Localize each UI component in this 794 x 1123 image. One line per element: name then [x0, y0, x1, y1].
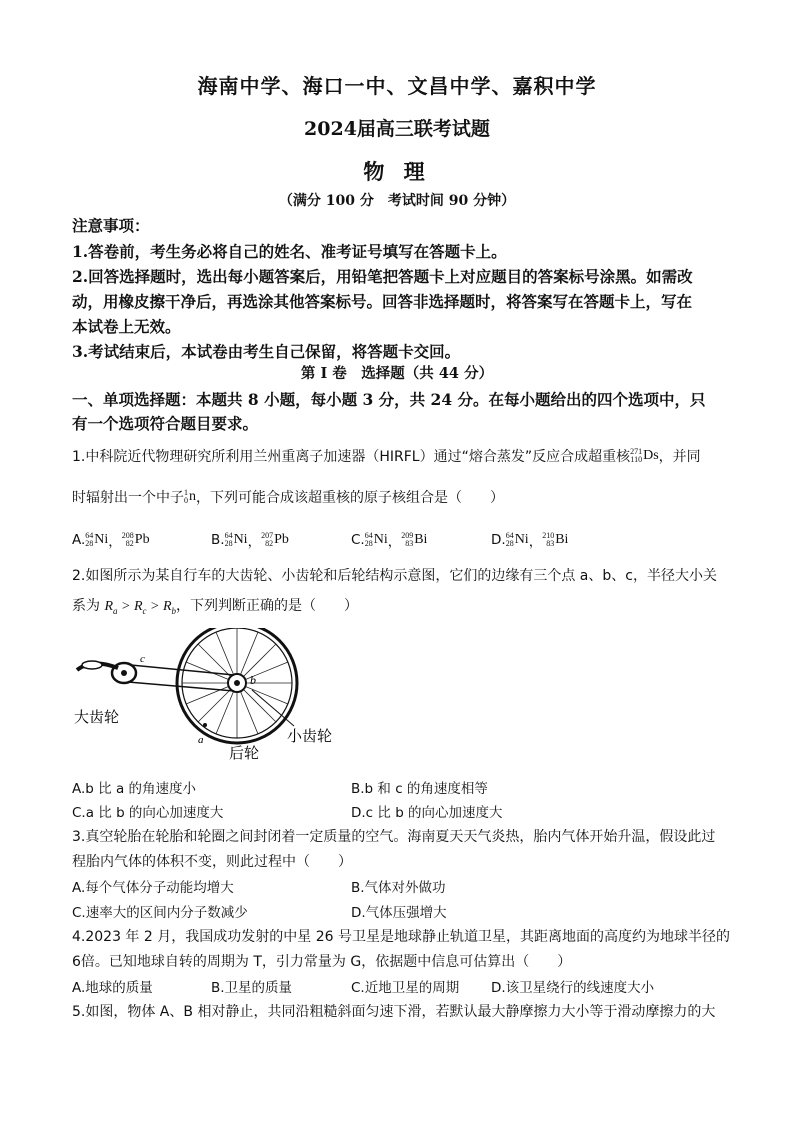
q1-option-d[interactable] — [491, 530, 568, 550]
note-2c: 本试卷上无效。 — [72, 317, 181, 336]
q2-option-d[interactable]: D.c 比 b 的向心加速度大 — [351, 805, 503, 821]
ds-symbol: Ds — [643, 448, 659, 463]
question-4-line-1: 4.2023 年 2 月，我国成功发射的中星 26 号卫星是地球静止轨道卫星，其距离地面的高度约为地球半径的 — [72, 929, 730, 945]
symbol: Ni — [373, 532, 388, 547]
separator: ， — [247, 534, 262, 550]
crank-axle — [121, 670, 127, 676]
q1-text-post: ，并同 — [658, 449, 701, 465]
q4-option-a[interactable]: A.地球的质量 — [72, 980, 153, 996]
symbol: Ni — [514, 532, 529, 547]
q1-text2-post: ，下列可能合成该超重核的原子核组合是（ ） — [196, 490, 504, 506]
part-heading-b: 有一个选项符合题目要求。 — [72, 414, 259, 433]
q4-option-d[interactable]: D.该卫星绕行的线速度大小 — [491, 980, 655, 996]
question-4-line-2: 6倍。已知地球自转的周期为 T，引力常量为 G，依据题中信息可估算出（ ） — [72, 954, 572, 970]
separator: ， — [108, 534, 122, 550]
nucleus — [365, 532, 388, 548]
mass: 208 — [121, 531, 134, 540]
q3-option-a[interactable]: A.每个气体分子动能均增大 — [72, 880, 234, 896]
symbol: Ni — [94, 532, 109, 547]
point-a-marker — [203, 723, 207, 727]
ds-mass: 271 — [630, 447, 643, 456]
option-label: A. — [72, 532, 86, 548]
charge: 28 — [224, 539, 233, 548]
nucleus — [506, 532, 529, 548]
q2-text-pre: 系为 — [72, 598, 105, 614]
mass: 64 — [224, 531, 233, 540]
part-heading-a: 一、单项选择题：本题共 8 小题，每小题 3 分，共 24 分。在每小题给出的四个选项中，只 — [72, 390, 706, 409]
pedal — [82, 661, 102, 669]
question-1-line-1 — [72, 446, 701, 466]
n-mass: 1 — [184, 488, 188, 497]
charge: 82 — [265, 539, 274, 548]
charge: 28 — [364, 539, 373, 548]
hub — [234, 680, 240, 686]
mass: 64 — [85, 531, 94, 540]
q4-option-c[interactable]: C.近地卫星的周期 — [351, 980, 460, 996]
q1-text2-pre: 时辐射出一个中子 — [72, 490, 184, 506]
symbol: Ni — [233, 532, 248, 547]
ds-charge: 110 — [630, 455, 643, 464]
separator: ， — [528, 534, 543, 550]
q3-option-c[interactable]: C.速率大的区间内分子数减少 — [72, 905, 248, 921]
option-label: B. — [211, 532, 225, 548]
symbol: Bi — [555, 532, 569, 547]
sub-c: c — [142, 605, 147, 616]
nucleus — [542, 532, 568, 548]
note-2a: 2.回答选择题时，选出每小题答案后，用铅笔把答题卡上对应题目的答案标号涂黑。如需改 — [72, 267, 693, 286]
mass: 210 — [542, 531, 555, 540]
section-title: 第 I 卷 选择题（共 44 分） — [300, 365, 494, 382]
question-2-line-1: 2.如图所示为某自行车的大齿轮、小齿轮和后轮结构示意图，它们的边缘有三个点 a、b、c，半径大小关 — [72, 568, 717, 584]
mass: 209 — [401, 531, 414, 540]
n-charge: 0 — [184, 496, 188, 505]
mass: 207 — [261, 531, 274, 540]
charge: 83 — [405, 539, 414, 548]
label-rear-wheel: 后轮 — [229, 744, 260, 762]
sub-b: b — [171, 605, 177, 616]
note-3: 3.考试结束后，本试卷由考生自己保留，将答题卡交回。 — [72, 342, 461, 361]
question-3-line-2: 程胎内气体的体积不变，则此过程中（ ） — [72, 854, 352, 870]
label-small-gear: 小齿轮 — [287, 727, 332, 745]
q2-option-a[interactable]: A.b 比 a 的角速度小 — [72, 781, 197, 797]
symbol: Bi — [414, 532, 428, 547]
point-b-label: b — [250, 673, 256, 687]
radius-relation: R — [104, 599, 114, 614]
nucleus — [261, 532, 289, 548]
charge: 82 — [125, 539, 134, 548]
q2-option-c[interactable]: C.a 比 b 的向心加速度大 — [72, 805, 224, 821]
point-a-label: a — [198, 734, 204, 746]
question-3-line-1: 3.真空轮胎在轮胎和轮圈之间封闭着一定质量的空气。海南夏天天气炎热，胎内气体开始升温，假设此过 — [72, 829, 716, 845]
q1-option-c[interactable] — [351, 530, 427, 550]
gt-2: > R — [146, 599, 172, 614]
charge: 28 — [505, 539, 514, 548]
mass: 64 — [505, 531, 514, 540]
q2-option-b[interactable]: B.b 和 c 的角速度相等 — [351, 781, 488, 797]
q1-option-b[interactable] — [211, 530, 289, 550]
question-2-line-2 — [72, 595, 358, 616]
nucleus — [85, 532, 108, 548]
charge: 83 — [546, 539, 555, 548]
n-symbol: n — [189, 489, 196, 504]
nucleus-ds — [630, 448, 659, 464]
option-label: D. — [491, 532, 506, 548]
symbol: Pb — [134, 532, 150, 547]
nucleus-neutron — [184, 489, 196, 505]
note-1: 1.答卷前，考生务必将自己的姓名、准考证号填写在答题卡上。 — [72, 242, 507, 261]
option-label: C. — [351, 532, 365, 548]
question-5-line-1: 5.如图，物体 A、B 相对静止，共同沿粗糙斜面匀速下滑，若默认最大静摩擦力大小等于滑动摩擦力的大 — [72, 1004, 716, 1020]
gt-1: > R — [117, 599, 143, 614]
nucleus — [401, 532, 427, 548]
note-2b: 动，用橡皮擦干净后，再选涂其他答案标号。回答非选择题时，将答案写在答题卡上，写在 — [72, 292, 693, 311]
notes-heading: 注意事项： — [72, 216, 150, 235]
bicycle-gear-figure — [72, 628, 332, 768]
q3-option-d[interactable]: D.气体压强增大 — [351, 905, 447, 921]
separator: ， — [387, 534, 402, 550]
nucleus — [225, 532, 248, 548]
q4-option-b[interactable]: B.卫星的质量 — [211, 980, 293, 996]
charge: 28 — [85, 539, 94, 548]
subject-title: 物 理 — [363, 159, 431, 184]
exam-title: 2024届高三联考试题 — [304, 118, 490, 140]
point-c-label: c — [140, 653, 145, 665]
q3-option-b[interactable]: B.气体对外做功 — [351, 880, 446, 896]
label-big-gear: 大齿轮 — [74, 708, 120, 726]
small-gear-leader — [252, 690, 294, 726]
exam-meta: （满分 100 分 考试时间 90 分钟） — [278, 193, 516, 209]
school-names: 海南中学、海口一中、文昌中学、嘉积中学 — [197, 74, 597, 98]
mass: 64 — [364, 531, 373, 540]
q2-text-post: ，下列判断正确的是（ ） — [176, 598, 359, 614]
question-1-line-2 — [72, 487, 504, 507]
symbol: Pb — [274, 532, 289, 547]
q1-option-a[interactable] — [72, 530, 150, 550]
sub-a: a — [113, 605, 118, 616]
nucleus — [122, 532, 150, 548]
q1-text-pre: 1.中科院近代物理研究所利用兰州重离子加速器（HIRFL）通过“熔合蒸发”反应合成超重核 — [72, 449, 631, 465]
